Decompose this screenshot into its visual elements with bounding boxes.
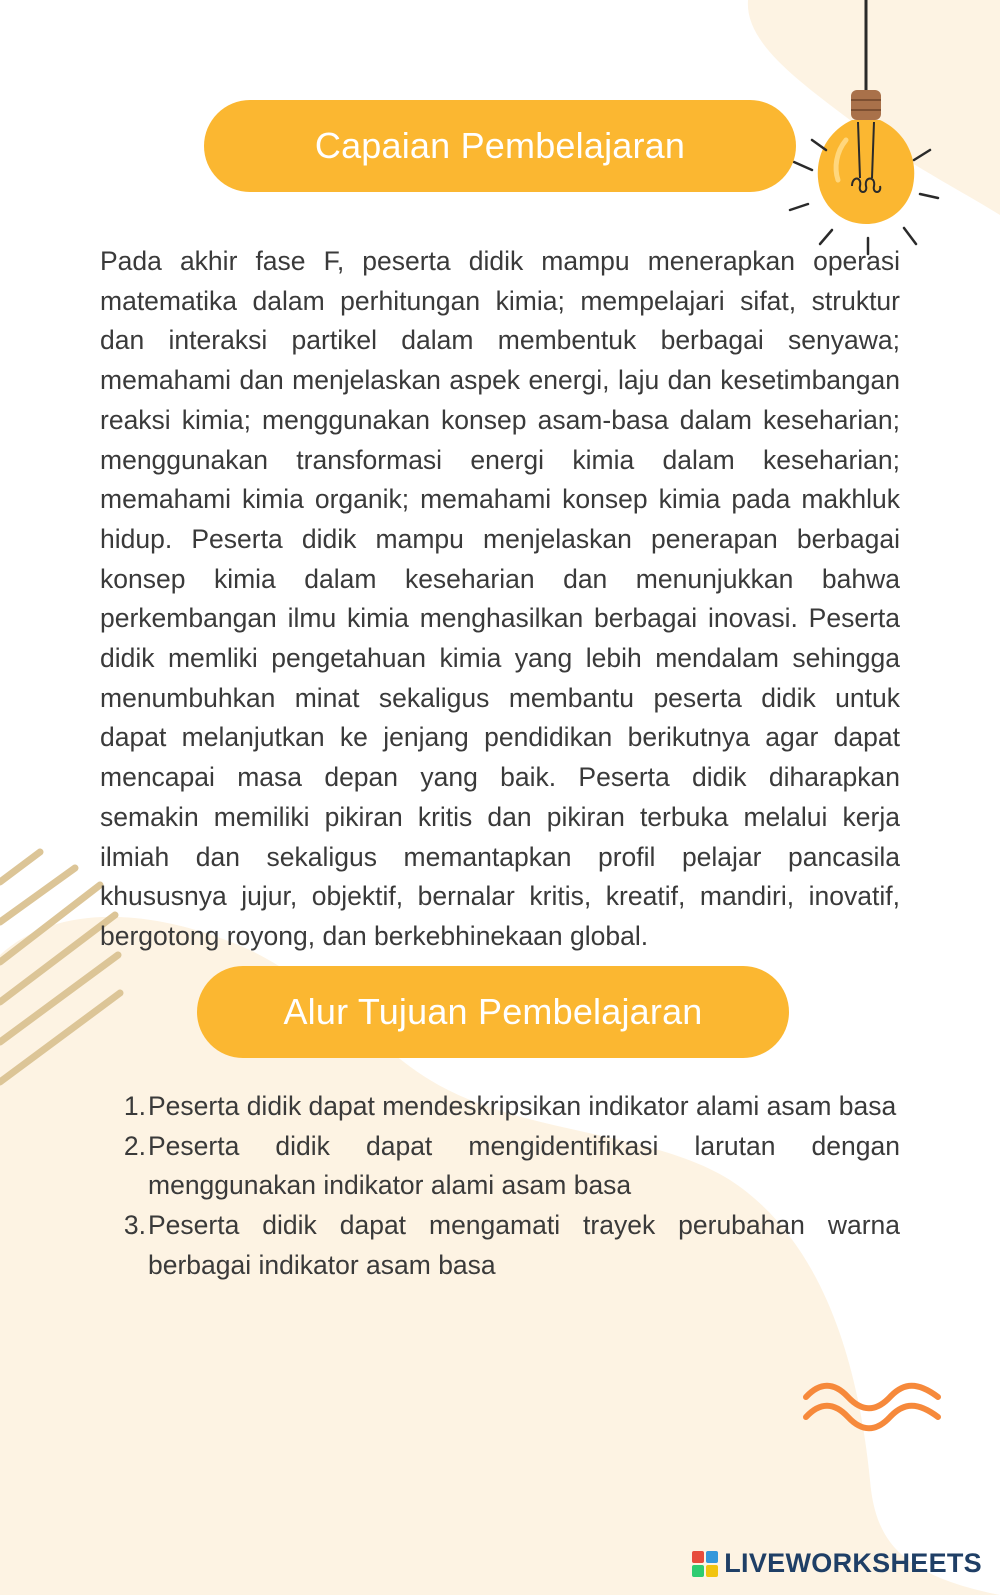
- brand-name: LIVEWORKSHEETS: [724, 1548, 982, 1578]
- goals-list: [100, 1087, 900, 1286]
- liveworksheets-brand[interactable]: [692, 1548, 982, 1579]
- section-title-alur: Alur Tujuan Pembelajaran: [197, 966, 789, 1058]
- list-item: [100, 1206, 900, 1285]
- capaian-paragraph: Pada akhir fase F, peserta didik mampu menerapkan operasi matematika dalam perhitungan kimia; mempelajari sifat, struktur dan interaksi partikel dalam membentuk berbagai senyawa; memahami dan menjelaskan aspek energi, laju dan kesetimbangan reaksi kimia; menggunakan konsep asam-basa dalam keseharian; menggunakan transformasi energi kimia dalam keseharian; memahami kimia organik; memahami konsep kimia pada makhluk hidup. Peserta didik mampu menjelaskan penerapan berbagai konsep kimia dalam keseharian dan menunjukkan bahwa perkembangan ilmu kimia menghasilkan berbagai inovasi. Peserta didik memliki pengetahuan kimia yang lebih mendalam sehingga menumbuhkan minat sekaligus membantu peserta didik untuk dapat melanjutkan ke jenjang pendidikan berikutnya agar dapat mencapai masa depan yang baik. Peserta didik diharapkan semakin memiliki pikiran kritis dan pikiran terbuka melalui kerja ilmiah dan sekaligus memantapkan profil pelajar pancasila khususnya jujur, objektif, bernalar kritis, kreatif, mandiri, inovatif, bergotong royong, dan berkebhinekaan global.: [100, 246, 900, 951]
- section-title-capaian: Capaian Pembelajaran: [204, 100, 796, 192]
- list-item-number: 1.: [123, 1091, 146, 1121]
- liveworksheets-logo-icon: [692, 1551, 718, 1577]
- list-item-number: 2.: [123, 1130, 146, 1161]
- list-item-number: 3.: [123, 1210, 146, 1241]
- list-item-text: Peserta didik dapat mengidentifikasi larutan dengan menggunakan indikator alami asam basa: [148, 1130, 900, 1201]
- list-item: [100, 1087, 900, 1127]
- list-item-text: Peserta didik dapat mengamati trayek perubahan warna berbagai indikator asam basa: [148, 1210, 900, 1280]
- list-item: [100, 1127, 900, 1206]
- list-item-text: Peserta didik dapat mendeskripsikan indikator alami asam basa: [148, 1091, 897, 1121]
